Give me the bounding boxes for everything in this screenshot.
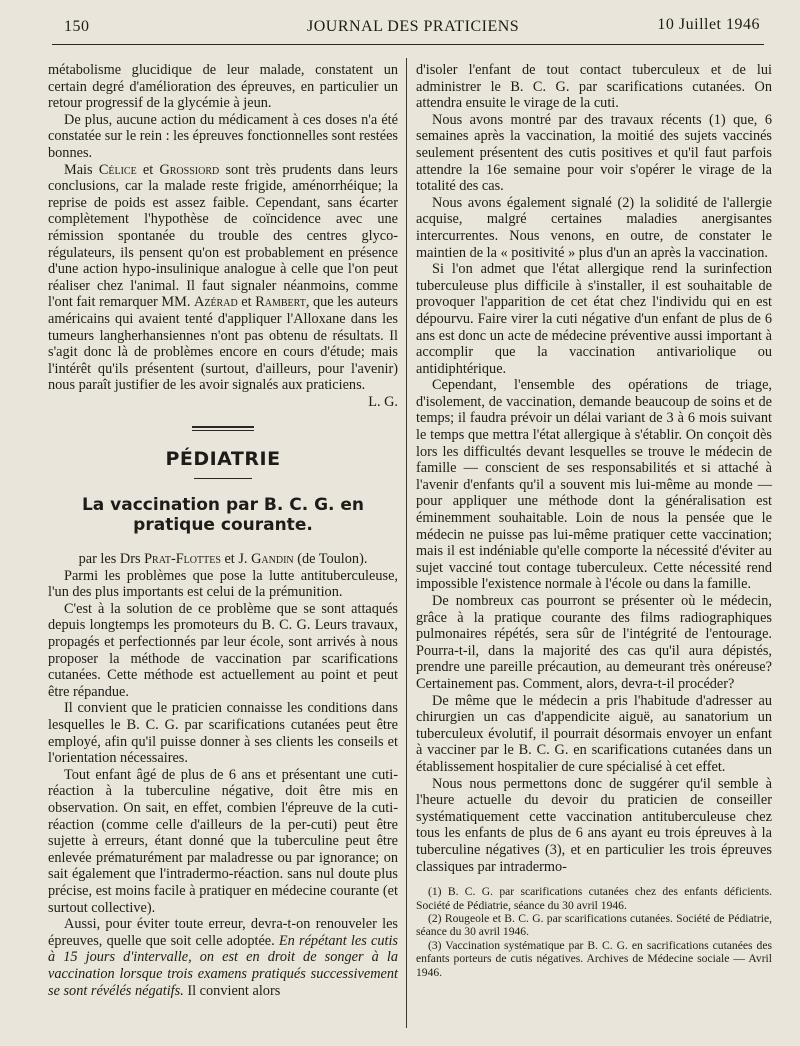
- paragraph: C'est à la solution de ce problème que se sont attaqués depuis longtemps les promoteurs du B. C. G. Leurs travaux, propagés et perfectionnés par leur école, sont arrivés à nous proposer la méthode de vaccination par scarifications cutanées. Cette méthode est actuellement au point et peut être répandue.: [48, 600, 398, 700]
- footnote: (2) Rougeole et B. C. G. par scarifications cutanées. Société de Pédiatrie, séance du 30 avril 1946.: [416, 911, 772, 939]
- author-name: Azérad: [194, 294, 238, 311]
- author-name: Célice: [98, 161, 137, 178]
- paragraph: Nous nous permettons donc de suggérer qu'il semble à l'heure actuelle du devoir du praticien de conseiller systématiquement cette vaccination antituberculeuse chez tous les enfants de plus de 6 ans ayant eu trois épreuves à la tuberculine négatives (3), et en particulier les trois épreuves classiques par intradermo-: [416, 775, 772, 875]
- text-run: , que les auteurs américains qui avaient tenté d'appliquer l'Alloxane dans les tumeurs langherhansiennes n'ont pas obtenu de résultats. Il s'agit donc là de problèmes encore en cours d'étude; mais l'intérêt qu'ils présentent (surtout, d'ailleurs, pour l'avenir) nous paraît justifier de les avoir signalés aux praticiens.: [48, 294, 399, 394]
- footnotes: [416, 885, 772, 979]
- footnote: (3) Vaccination systématique par B. C. G. en sacrifications cutanées des enfants porteurs de cutis négatives. Archives de Médecine sociale — Avril 1946.: [416, 938, 772, 979]
- paragraph: d'isoler l'enfant de tout contact tuberculeux et de lui administrer le B. C. G. par scarifications cutanées. On attendra ensuite le virage de la cuti.: [416, 62, 772, 112]
- right-column: [416, 62, 772, 979]
- text-run: Il convient alors: [183, 982, 281, 999]
- paragraph: Tout enfant âgé de plus de 6 ans et présentant une cuti-réaction à la tuberculine négative, doit être mis en observation. On sait, en effet, combien l'épreuve de la cuti-réaction (comme celle d'ailleurs de la per-cuti) peut être sujette à erreurs, étant donné que la tuberculine peut être enlevée prématurément par maladresse ou par ignorance; on sait également que l'intradermo-réaction. sans nul doute plus précise, est moins facile à pratiquer en médecine courante (et surtout collective).: [48, 766, 398, 916]
- left-column: [48, 62, 398, 999]
- text-run: par les Drs: [78, 551, 145, 568]
- author-name: Prat-Flottes: [144, 551, 221, 568]
- section-rule: [192, 426, 254, 431]
- text-run: Mais: [64, 161, 99, 178]
- paragraph: [48, 162, 398, 394]
- author-name: Gandin: [251, 551, 294, 568]
- issue-date: 10 Juillet 1946: [657, 16, 760, 33]
- text-run: (de Toulon).: [293, 551, 368, 568]
- paragraph: métabolisme glucidique de leur malade, constatent un certain degré d'amélioration des épreuves, en particulier un retour progressif de la glycémie à jeun.: [48, 62, 398, 112]
- article-signature: L. G.: [368, 393, 398, 410]
- page-header: [52, 14, 764, 38]
- text-run: Aussi, pour éviter toute erreur, devra-t-on renouveler les épreuves, quelle que soit celle adoptée.: [48, 916, 398, 949]
- paragraph: Parmi les problèmes que pose la lutte antituberculeuse, l'un des plus importants est celui de la prémunition.: [48, 567, 398, 601]
- column-divider: [406, 58, 407, 1028]
- text-run: et: [237, 294, 256, 311]
- author-name: Rambert: [255, 294, 306, 311]
- paragraph: Si l'on admet que l'état allergique rend la surinfection tuberculeuse plus difficile à s'installer, il est souhaitable de provoquer l'apparition de cet état chez l'individu qui en est dépourvu. Faire virer la cuti négative d'un enfant de plus de 6 ans est donc un acte de médecine préventive aussi important à accomplir que la vaccination antivariolique ou antidiphtérique.: [416, 261, 772, 377]
- text-run: et J.: [220, 551, 252, 568]
- byline: [48, 551, 398, 568]
- paragraph: [48, 916, 398, 999]
- paragraph: Cependant, l'ensemble des opérations de triage, d'isolement, de vaccination, demande beaucoup de soins et de temps; il faudra prévoir un délai variant de 3 à 6 mois suivant le temps que mettra l'état allergique à s'établir. On conçoit dès lors les difficultés devant lesquelles se trouve le médecin de famille — conscient de ses responsabilités et si attaché à l'avenir d'enfants qu'il a souvent mis lui-même au monde — pour appliquer une méthode dont la généralisation est éminemment souhaitable. Loin de nous la pensée que le médecin ne puisse pas lui-même pratiquer cette vaccination; mais il est indéniable qu'elle comporte la nécessité d'éviter au sujet vacciné tout contage tuberculeux. Cette nécessité rend impossible l'existence normale à l'école ou dans la famille.: [416, 377, 772, 593]
- paragraph: De nombreux cas pourront se présenter où le médecin, grâce à la pratique courante des films radiographiques pulmonaires répétés, sera sûr de l'intégrité de l'entourage. Pourra-t-il, dans la majorité des cas qu'il aura dépistés, prendre une pareille précaution, au demeurant très onéreuse? Certainement pas. Comment, alors, devra-t-il procéder?: [416, 593, 772, 692]
- text-run: sont très prudents dans leurs conclusions, car la malade reste frigide, aménorrhéique; la reprise de poids est assez faible. Cependant, sans écarter complètement l'hypothèse de coïncidence avec une rémission spontanée du trouble des centres glyco-régulateurs, ils pensent qu'on est probablement en présence d'une action hypo-insulinique analogue à celle que l'on peut réaliser chez l'animal. Il faut signaler néanmoins, comme l'ont fait remarquer MM.: [48, 161, 398, 311]
- paragraph: Il convient que le praticien connaisse les conditions dans lesquelles le B. C. G. par scarifications cutanées peut être employé, afin qu'il puisse donner à ses clients les conseils et l'orientation nécessaires.: [48, 700, 398, 767]
- header-rule: [52, 44, 764, 45]
- text-run: et: [136, 161, 160, 178]
- footnote: (1) B. C. G. par scarifications cutanées chez des enfants déficients. Société de Pédiatrie, séance du 30 avril 1946.: [416, 885, 772, 912]
- title-rule: [194, 478, 252, 479]
- author-name: Grossiord: [159, 161, 220, 178]
- article-title: La vaccination par B. C. G. en pratique courante.: [81, 495, 365, 536]
- section-title: PÉDIATRIE: [165, 448, 281, 471]
- paragraph: De plus, aucune action du médicament à ces doses n'a été constatée sur le rein : les épreuves fonctionnelles sont restées bonnes.: [48, 111, 398, 161]
- paragraph: Nous avons également signalé (2) la solidité de l'allergie acquise, malgré certaines maladies anergisantes intercurrentes. Nous venons, en outre, de constater le maintien de la « positivité » plus d'un an après la vaccination.: [416, 194, 772, 261]
- paragraph: Nous avons montré par des travaux récents (1) que, 6 semaines après la vaccination, la moitié des sujets vaccinés seulement présentent des cutis positives et qu'il faut parfois attendre la 16e semaine pour voir s'opérer le virage de la totalité des cas.: [416, 111, 772, 195]
- emphasis: En répétant les cutis à 15 jours d'intervalle, on est en droit de songer à la vaccination lorsque trois examens pratiqués successivement se sont révélés négatifs.: [48, 932, 398, 999]
- page-number: 150: [64, 18, 90, 35]
- paragraph: De même que le médecin a pris l'habitude d'adresser au chirurgien un cas d'appendicite aiguë, au sanatorium un tuberculeux évolutif, il pourrait désormais envoyer un enfant à vacciner par le B. C. G. en scarifications cutanées dans un établissement hospitalier de cure spécialisé à cet effet.: [416, 692, 772, 775]
- journal-title: JOURNAL DES PRATICIENS: [307, 18, 520, 35]
